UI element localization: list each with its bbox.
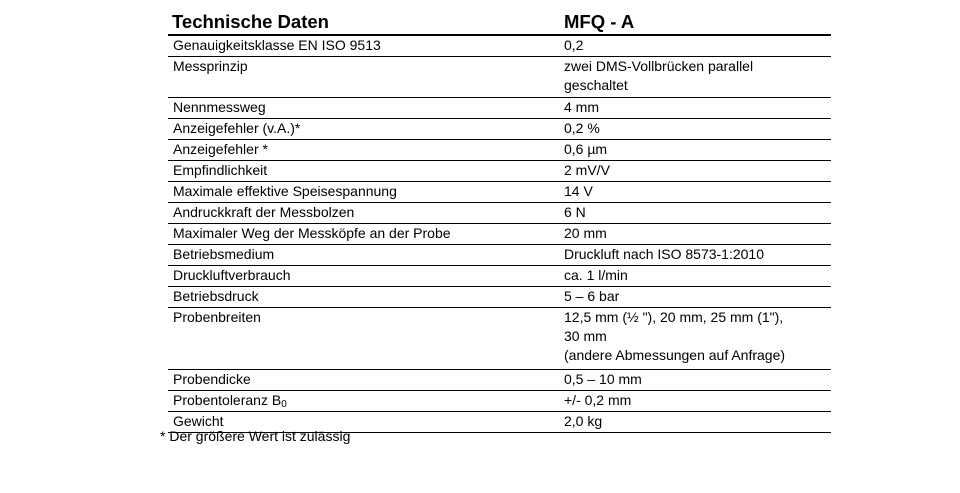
row-label: Andruckkraft der Messbolzen — [173, 204, 355, 220]
row-label — [168, 391, 560, 411]
row-value: 6 N — [564, 204, 586, 220]
row-value: zwei DMS-Vollbrücken parallel geschaltet — [564, 58, 754, 93]
table-row — [168, 57, 831, 98]
table-row — [168, 182, 831, 203]
table-row — [168, 224, 831, 245]
row-value: 20 mm — [564, 225, 607, 241]
row-label: Anzeigefehler (v.A.)* — [173, 120, 301, 136]
row-label: Druckluftverbrauch — [173, 267, 291, 283]
row-label: Genauigkeitsklasse EN ISO 9513 — [173, 37, 381, 53]
row-value: Druckluft nach ISO 8573-1:2010 — [564, 246, 765, 262]
row-label: Empfindlichkeit — [173, 162, 268, 178]
row-value: ca. 1 l/min — [564, 267, 628, 283]
row-value: 2 mV/V — [564, 162, 610, 178]
row-value: 0,6 µm — [564, 141, 608, 157]
row-label: Betriebsdruck — [173, 288, 259, 304]
row-value: 5 – 6 bar — [564, 288, 620, 304]
table-row — [168, 36, 831, 57]
table-title: Technische Daten — [172, 11, 329, 32]
table-row — [168, 245, 831, 266]
table-row — [168, 203, 831, 224]
row-label: Nennmessweg — [173, 99, 266, 115]
row-label-subscript: 0 — [281, 399, 287, 410]
row-value: 4 mm — [564, 99, 599, 115]
row-value: 0,2 % — [564, 120, 600, 136]
table-row — [168, 308, 831, 370]
row-label: Maximale effektive Speisespannung — [173, 183, 397, 199]
row-label: Anzeigefehler * — [173, 141, 268, 157]
table-row — [168, 161, 831, 182]
table-row — [168, 287, 831, 308]
footnote: * Der größere Wert ist zulässig — [160, 428, 351, 444]
row-value: +/- 0,2 mm — [564, 392, 632, 408]
row-label: Probendicke — [173, 371, 251, 387]
row-label: Gewicht — [173, 413, 224, 429]
table-row — [168, 98, 831, 119]
table-row — [168, 391, 831, 412]
row-label: Messprinzip — [173, 58, 248, 74]
table-row — [168, 119, 831, 140]
row-value: 12,5 mm (½ "), 20 mm, 25 mm (1"), 30 mm (andere Abmessungen auf Anfrage) — [564, 309, 786, 363]
row-label: Maximaler Weg der Messköpfe an der Probe — [173, 225, 451, 241]
row-label: Betriebsmedium — [173, 246, 275, 262]
table-header — [168, 8, 831, 36]
row-label-text: Probentoleranz B — [173, 392, 282, 408]
row-value: 14 V — [564, 183, 593, 199]
row-value: 0,5 – 10 mm — [564, 371, 642, 387]
table-row — [168, 370, 831, 391]
row-label: Probenbreiten — [173, 309, 261, 325]
row-value: 0,2 — [564, 37, 584, 53]
model-name: MFQ - A — [564, 11, 635, 32]
spec-table — [168, 8, 831, 433]
row-value: 2,0 kg — [564, 413, 603, 429]
table-row — [168, 140, 831, 161]
table-row — [168, 266, 831, 287]
